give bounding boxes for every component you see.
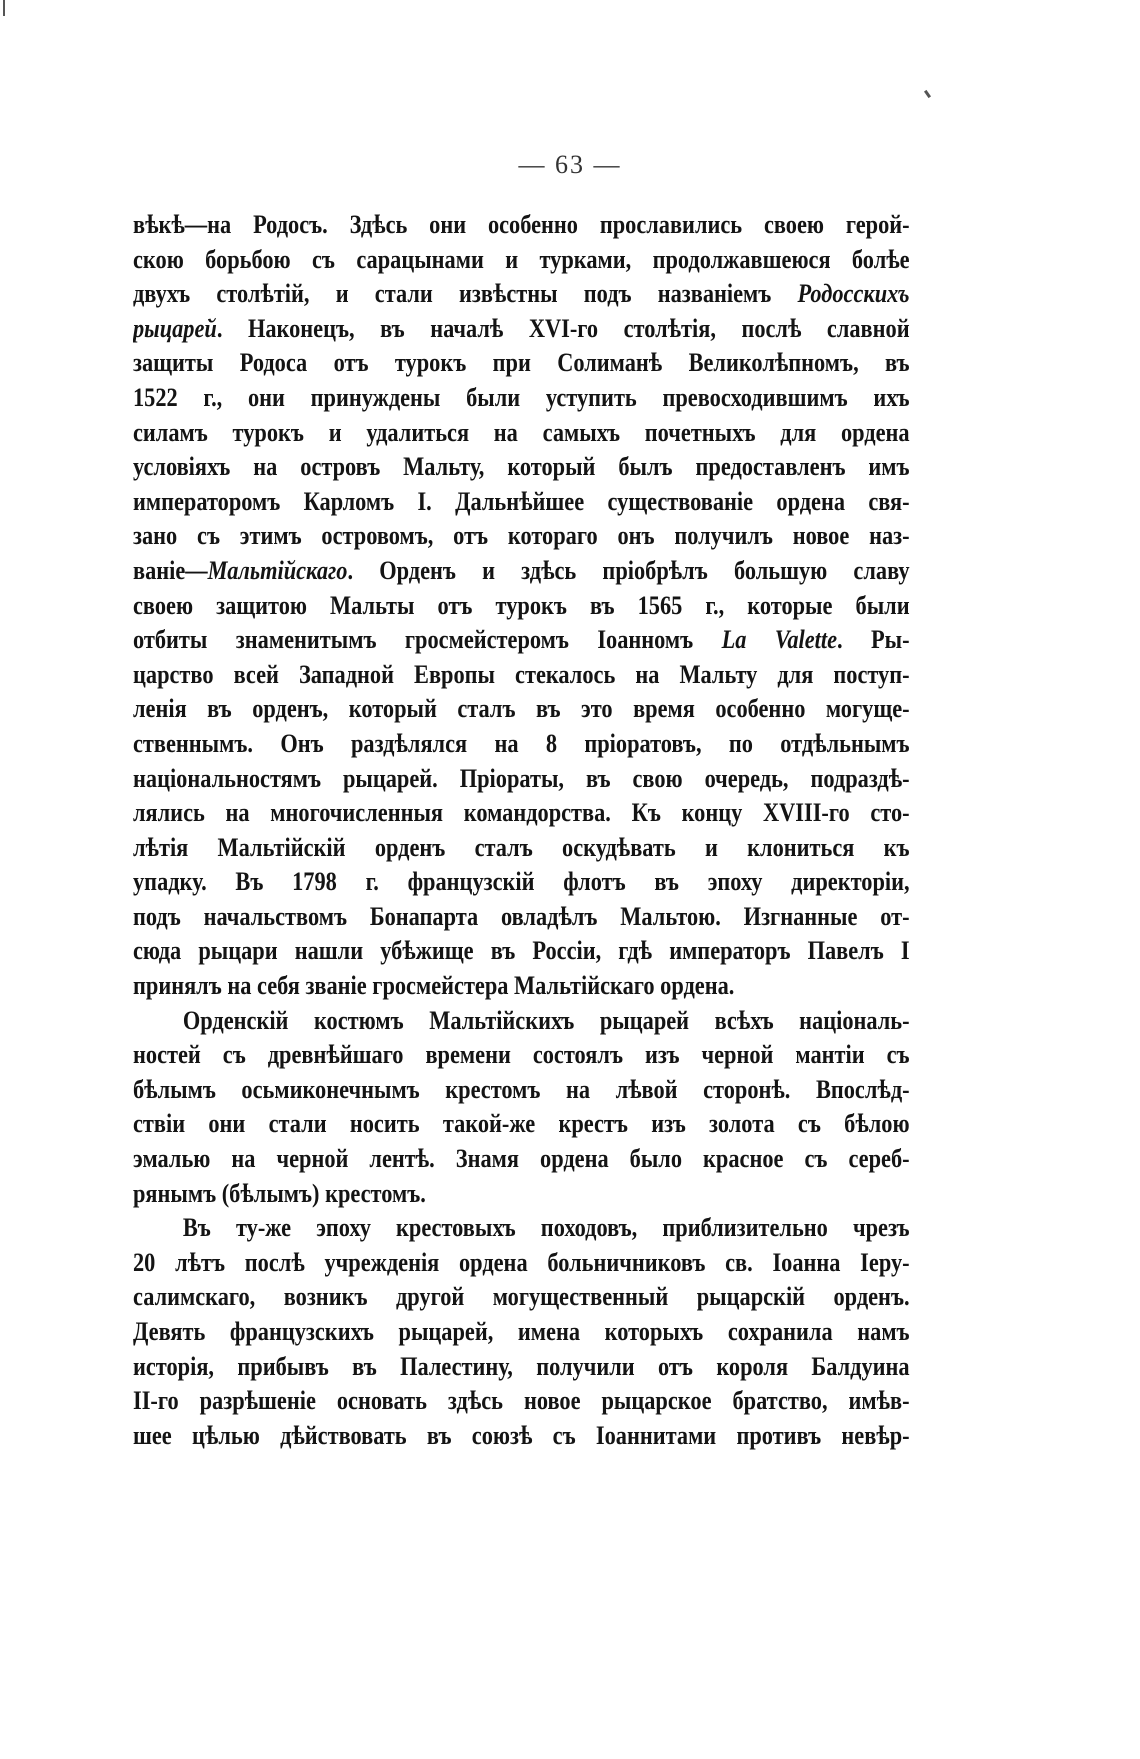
text-line: вѣкѣ—на Родосъ. Здѣсь они особенно прославились своею герой- (133, 210, 910, 239)
text-line: 1522 г., они принуждены были уступить превосходившимъ ихъ (133, 382, 910, 412)
text-line: II-го разрѣшеніе основать здѣсь новое рыцарское братство, имѣв- (133, 1386, 910, 1416)
text-line: лѣтія Мальтійскій орденъ сталъ оскудѣвать и клониться къ (133, 832, 910, 862)
text-line: сюда рыцари нашли убѣжище въ Россіи, гдѣ императоръ Павелъ I (133, 936, 910, 966)
text-line: лялись на многочисленныя командорства. Къ концу XVIII-го сто- (133, 798, 910, 828)
text-line: защиты Родоса отъ турокъ при Солиманѣ Великолѣпномъ, въ (133, 348, 910, 378)
text-line: національностямъ рыцарей. Пріораты, въ свою очередь, подраздѣ- (133, 763, 910, 793)
text-line: зано съ этимъ островомъ, отъ котораго онъ получилъ новое наз- (133, 521, 910, 551)
text-line: упадку. Въ 1798 г. французскій флотъ въ эпоху директоріи, (133, 867, 910, 897)
text-line: принялъ на себя званіе гросмейстера Мальтійскаго ордена. (133, 971, 735, 1001)
text-line (133, 554, 910, 589)
text-line: рянымъ (бѣлымъ) крестомъ. (133, 1178, 426, 1208)
text-segment: двухъ столѣтій, и стали извѣстны подъ названіемъ (133, 279, 798, 309)
text-segment: ваніе— (133, 555, 208, 585)
scan-mark-left (3, 0, 5, 16)
text-segment: . Орденъ и здѣсь пріобрѣлъ большую славу (347, 555, 910, 585)
text-segment: отбиты знаменитымъ гросмейстеромъ Іоанномъ (133, 625, 722, 655)
text-line: шее цѣлью дѣйствовать въ союзѣ съ Іоаннитами противъ невѣр- (133, 1420, 910, 1450)
italic-term: La Valette (721, 625, 838, 655)
body-text (133, 208, 910, 1453)
text-line: Девять французскихъ рыцарей, имена которыхъ сохранила намъ (133, 1317, 910, 1346)
text-segment: . Ры- (837, 625, 910, 655)
text-segment: . Наконецъ, въ началѣ XVI-го столѣтія, послѣ славной (216, 313, 910, 343)
text-line: скою борьбою съ сарацынами и турками, продолжавшеюся болѣе (133, 244, 910, 274)
text-line: исторія, прибывъ въ Палестину, получили отъ короля Балдуина (133, 1351, 910, 1381)
text-line: своею защитою Мальты отъ турокъ въ 1565 г., которые были (133, 590, 910, 620)
text-line: ленія въ орденъ, который сталъ въ это время особенно могуще- (133, 694, 910, 724)
text-line (133, 623, 910, 658)
text-line: 20 лѣтъ послѣ учрежденія ордена больничниковъ св. Іоанна Іеру- (133, 1247, 910, 1277)
italic-term: Родосскихъ (797, 279, 910, 309)
text-line (133, 277, 910, 312)
scan-mark-right (924, 90, 931, 98)
text-line: Въ ту-же эпоху крестовыхъ походовъ, приблизительно чрезъ (182, 1213, 910, 1243)
text-line: бѣлымъ осьмиконечнымъ крестомъ на лѣвой сторонѣ. Впослѣд- (133, 1074, 910, 1104)
text-line: Орденскій костюмъ Мальтійскихъ рыцарей всѣхъ національ- (182, 1005, 910, 1035)
text-line: ностей съ древнѣйшаго времени состоялъ изъ черной мантіи съ (133, 1040, 910, 1070)
italic-term: рыцарей (133, 313, 217, 343)
text-line: условіяхъ на островъ Мальту, который былъ предоставленъ имъ (133, 452, 910, 482)
text-line (133, 312, 910, 347)
text-line: подъ начальствомъ Бонапарта овладѣлъ Мальтою. Изгнанные от- (133, 901, 910, 931)
text-line: салимскаго, возникъ другой могущественный рыцарскій орденъ. (133, 1282, 910, 1312)
text-line: эмалью на черной лентѣ. Знамя ордена было красное съ сереб- (133, 1144, 910, 1174)
page-number: — 63 — (518, 150, 622, 179)
italic-term: Мальтійскаго (207, 555, 348, 585)
text-line: императоромъ Карломъ I. Дальнѣйшее существованіе ордена свя- (133, 486, 910, 516)
text-line: ствіи они стали носить такой-же крестъ изъ золота съ бѣлою (133, 1109, 910, 1139)
text-line: ственнымъ. Онъ раздѣлялся на 8 пріоратовъ, по отдѣльнымъ (133, 728, 910, 758)
text-line: силамъ турокъ и удалиться на самыхъ почетныхъ для ордена (133, 417, 910, 447)
text-line: царство всей Западной Европы стекалось на Мальту для поступ- (133, 659, 910, 689)
